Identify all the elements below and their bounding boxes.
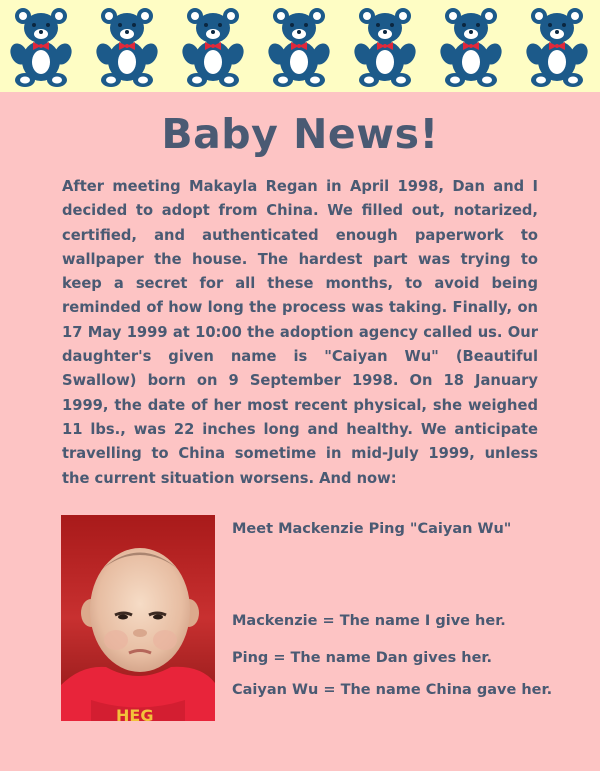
baby-photo — [61, 515, 215, 721]
teddy-bear-icon — [524, 4, 590, 88]
teddy-bear-banner — [0, 0, 600, 92]
caption-ping: Ping = The name Dan gives her. — [232, 650, 492, 666]
teddy-bear-icon — [438, 4, 504, 88]
story-paragraph: After meeting Makayla Regan in April 1998, Dan and I decided to adopt from China. We filled out, notarized, certified, and authenticated enough paperwork to wallpaper the house. The hardest part was trying to keep a secret for all these months, to avoid being reminded of how long the process was taking. Finally, on 17 May 1999 at 10:00 the adoption agency called us. Our daughter's given name is "Caiyan Wu" (Beautiful Swallow) born on 9 September 1998. On 18 January 1999, the date of her most recent physical, she weighed 11 lbs., was 22 inches long and healthy. We anticipate travelling to China sometime in mid-July 1999, unless the current situation worsens. And now: — [62, 178, 538, 487]
caption-caiyan: Caiyan Wu = The name China gave her. — [232, 682, 553, 698]
teddy-bear-icon — [180, 4, 246, 88]
teddy-bear-icon — [8, 4, 74, 88]
teddy-bear-icon — [266, 4, 332, 88]
caption-meet: Meet Mackenzie Ping "Caiyan Wu" — [232, 521, 512, 537]
teddy-bear-icon — [352, 4, 418, 88]
teddy-bear-icon — [94, 4, 160, 88]
caption-mackenzie: Mackenzie = The name I give her. — [232, 613, 506, 629]
svg-text:HEG: HEG — [116, 706, 154, 721]
page-title: Baby News! — [161, 110, 439, 158]
